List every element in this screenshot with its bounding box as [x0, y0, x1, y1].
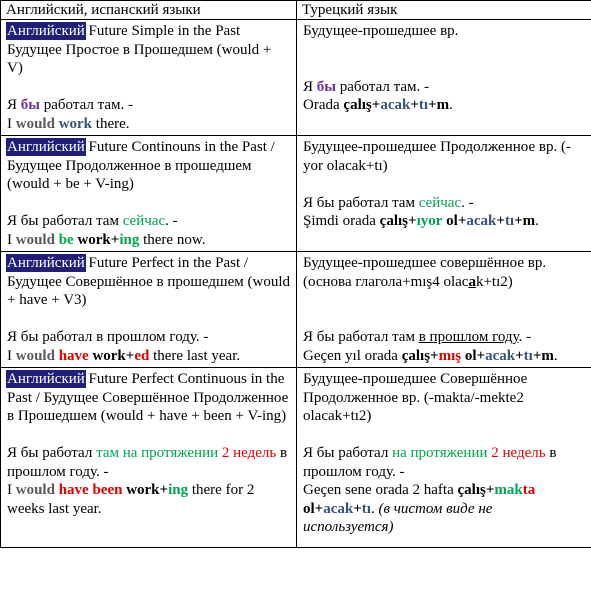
russian-example: Я бы работал там в прошлом году. -: [303, 329, 532, 345]
cell-english: [1, 20, 297, 136]
turkish-tense-title: Будущее-прошедшее совершённое вр. (основа глагола+mış4 olacak+tı2): [303, 255, 547, 290]
header-turkish: Турецкий язык: [297, 1, 591, 20]
turkish-example: Orada çalış+acak+tı+m.: [303, 97, 453, 113]
table-row-future-perfect-continuous-past: [1, 368, 591, 548]
english-tag: Английский: [7, 139, 85, 155]
cell-english: [1, 252, 297, 368]
tense-title: Английский Future Perfect Continuous in the Past / Будущее Совершённое Продолженное в Прошедшем (would + have + been + V-ing): [7, 371, 289, 424]
cell-turkish: [297, 20, 591, 136]
tense-title: Английский Future Perfect in the Past / Будущее Совершённое в прошедшем (would + have + V3): [7, 255, 291, 308]
russian-example: Я бы работал там. -: [303, 78, 429, 95]
turkish-example: Geçen yıl orada çalış+mış ol+acak+tı+m.: [303, 347, 558, 364]
english-example: I would have been work+ing there for 2 weeks last year.: [7, 482, 255, 517]
cell-english: [1, 368, 297, 548]
russian-example: Я бы работал там. -: [7, 97, 133, 113]
russian-example: Я бы работал на протяжении 2 недель в прошлом году. -: [303, 445, 557, 480]
russian-example: Я бы работал в прошлом году. -: [7, 329, 209, 345]
tense-title: Английский Future Continouns in the Past / Будущее Продолженное в прошедшем (would + be + V-ing): [7, 139, 275, 192]
cell-turkish: [297, 368, 591, 548]
russian-example: Я бы работал там на протяжении 2 недель в прошлом году. -: [7, 445, 288, 480]
russian-example: Я бы работал там сейчас. -: [7, 213, 178, 229]
header-row: [1, 1, 591, 20]
english-tag: Английский: [7, 255, 85, 271]
turkish-example: Geçen sene orada 2 hafta çalış+makta ol+acak+tı. (в чистом виде не используется): [303, 482, 536, 535]
header-english-spanish: Английский, испанский языки: [1, 1, 297, 20]
english-tag: Английский: [7, 371, 85, 387]
turkish-tense-title: Будущее-прошедшее вр.: [303, 23, 459, 39]
english-tag: Английский: [7, 23, 85, 39]
cell-turkish: [297, 252, 591, 368]
english-example: I would have work+ed there last year.: [7, 347, 241, 364]
turkish-example: Şimdi orada çalış+ıyor ol+acak+tı+m.: [303, 213, 539, 229]
turkish-tense-title: Будущее-прошедшее Продолженное вр. (-yor olacak+tı): [303, 139, 571, 174]
english-example: I would be work+ing there now.: [7, 231, 206, 248]
cell-english: [1, 136, 297, 252]
table-row-future-continuous-past: [1, 136, 591, 252]
cell-turkish: [297, 136, 591, 252]
table-row-future-simple-past: [1, 20, 591, 136]
english-example: I would work there.: [7, 115, 130, 132]
table-row-future-perfect-past: [1, 252, 591, 368]
tense-title: Английский Future Simple in the Past Будущее Простое в Прошедшем (would + V): [7, 23, 272, 76]
usage-note: (в чистом виде не используется): [303, 500, 493, 535]
russian-example: Я бы работал там сейчас. -: [303, 194, 474, 211]
turkish-tense-title: Будущее-прошедшее Совершённое Продолженное вр. (-makta/-mekte2 olacak+tı2): [303, 371, 528, 424]
